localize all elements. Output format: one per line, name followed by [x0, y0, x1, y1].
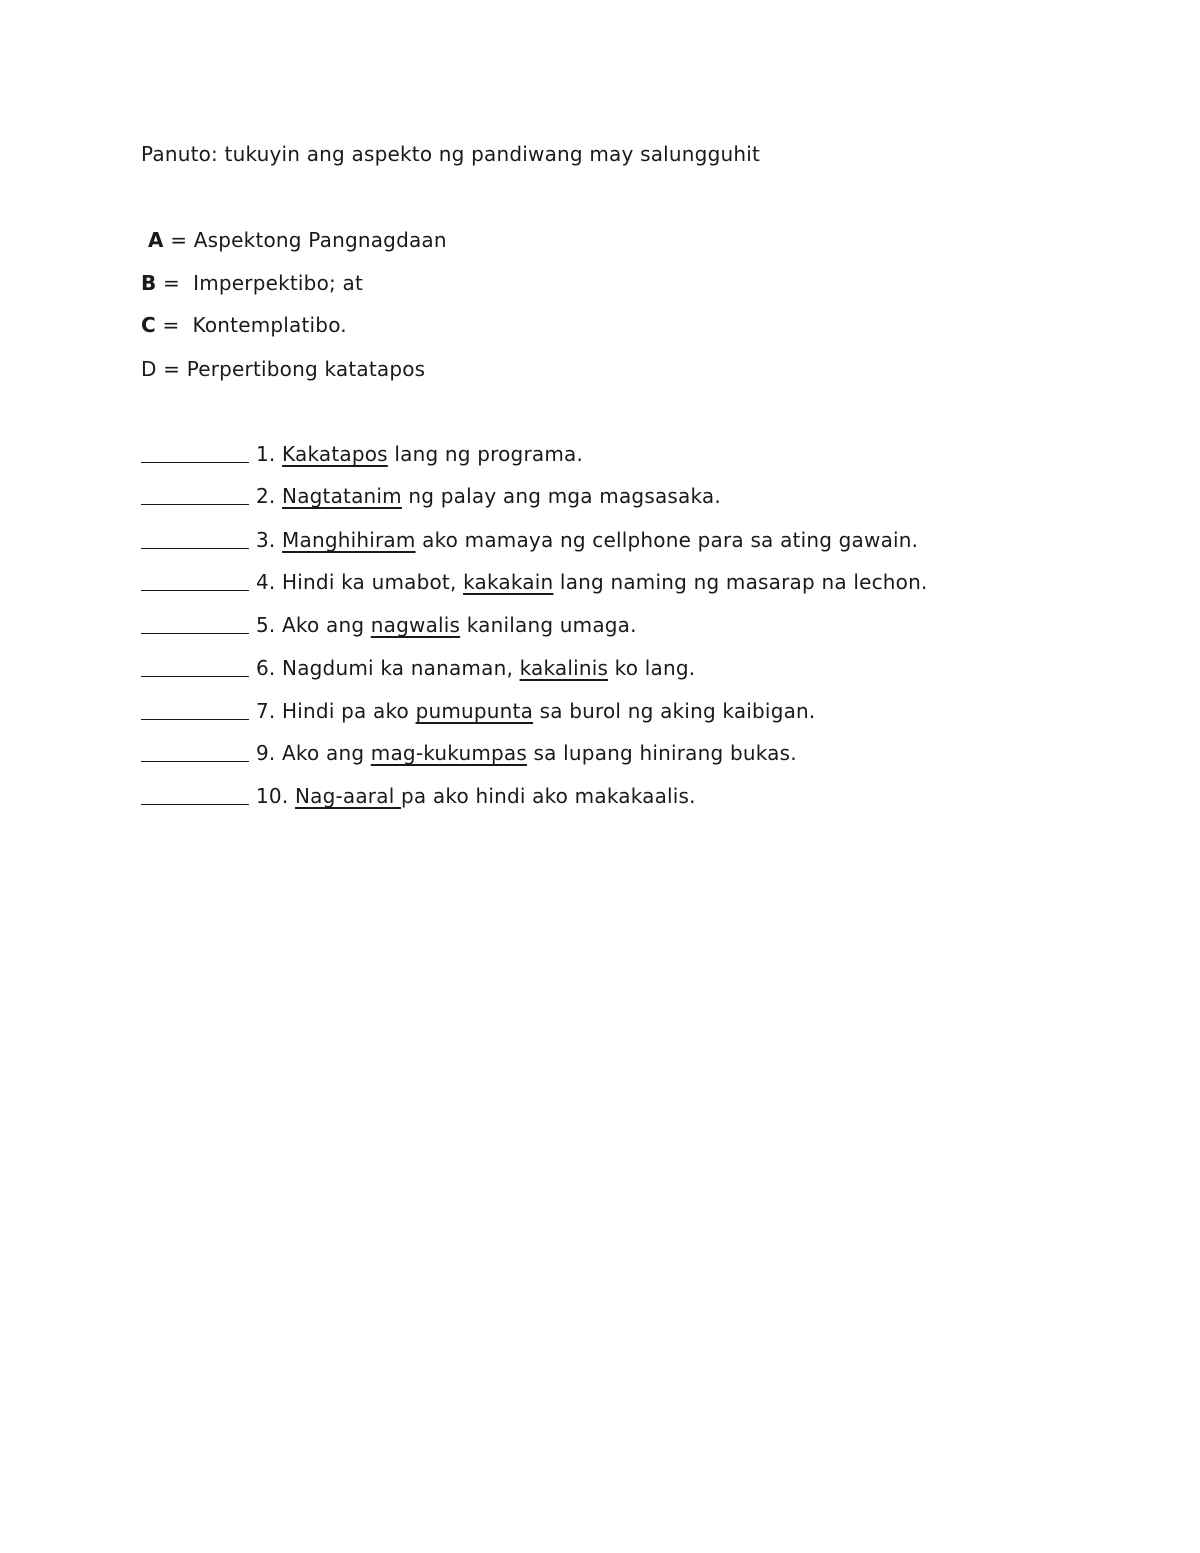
question-item-6 [141, 654, 695, 681]
answer-blank[interactable] [141, 528, 249, 549]
legend-text: Perpertibong katatapos [186, 357, 426, 381]
question-item-1 [141, 440, 583, 467]
legend-item-b [141, 270, 363, 296]
question-text-after: pa ako hindi ako makakaalis. [401, 784, 696, 808]
legend-key: B [141, 271, 157, 295]
underlined-verb: Kakatapos [282, 442, 388, 466]
answer-blank[interactable] [141, 784, 249, 805]
answer-blank[interactable] [141, 699, 249, 720]
instruction-text: Panuto: tukuyin ang aspekto ng pandiwang may salungguhit [141, 142, 761, 166]
question-text-before: Ako ang [282, 613, 371, 637]
legend-key: A [148, 228, 164, 252]
question-text-before: Ako ang [282, 741, 371, 765]
legend-key: C [141, 313, 156, 337]
underlined-verb: nagwalis [370, 613, 461, 637]
underlined-verb: kakakain [463, 570, 554, 594]
question-text-after: ko lang. [608, 656, 696, 680]
answer-blank[interactable] [141, 570, 249, 591]
question-text-after: lang naming ng masarap na lechon. [553, 570, 928, 594]
question-number: 10. [256, 784, 295, 808]
answer-blank[interactable] [141, 741, 249, 762]
question-number: 5. [256, 613, 283, 637]
question-item-7 [141, 697, 815, 724]
question-text-after: sa lupang hinirang bukas. [526, 741, 797, 765]
question-item-2 [141, 482, 721, 509]
legend-sep: = [156, 271, 194, 295]
question-number: 6. [256, 656, 283, 680]
question-number: 9. [256, 741, 283, 765]
question-text-before: Hindi ka umabot, [282, 570, 464, 594]
question-item-9 [141, 739, 797, 766]
question-item-4 [141, 568, 928, 595]
question-item-3 [141, 526, 918, 553]
legend-text: Aspektong Pangnagdaan [193, 228, 447, 252]
legend-item-d [141, 356, 425, 382]
question-item-10 [141, 782, 696, 809]
answer-blank[interactable] [141, 484, 249, 505]
underlined-verb: Nagtatanim [282, 484, 402, 508]
legend-item-c [141, 312, 347, 338]
question-number: 3. [256, 528, 283, 552]
underlined-verb: kakalinis [519, 656, 609, 680]
underlined-verb: Nag-aaral [294, 784, 402, 808]
question-text-after: ako mamaya ng cellphone para sa ating gawain. [415, 528, 919, 552]
underlined-verb: pumupunta [415, 699, 534, 723]
question-number: 2. [256, 484, 283, 508]
legend-sep: = [155, 313, 193, 337]
answer-blank[interactable] [141, 613, 249, 634]
answer-blank[interactable] [141, 656, 249, 677]
underlined-verb: Manghihiram [282, 528, 416, 552]
question-text-before: Nagdumi ka nanaman, [282, 656, 520, 680]
legend-sep: = [163, 228, 194, 252]
question-number: 1. [256, 442, 283, 466]
question-text-before: Hindi pa ako [282, 699, 416, 723]
question-number: 4. [256, 570, 283, 594]
question-text-after: lang ng programa. [387, 442, 584, 466]
question-text-after: ng palay ang mga magsasaka. [401, 484, 721, 508]
question-number: 7. [256, 699, 283, 723]
legend-key: D [141, 357, 157, 381]
question-text-after: kanilang umaga. [460, 613, 637, 637]
question-item-5 [141, 611, 637, 638]
question-text-after: sa burol ng aking kaibigan. [533, 699, 816, 723]
underlined-verb: mag-kukumpas [370, 741, 527, 765]
legend-sep: = [156, 357, 187, 381]
legend-item-a [148, 227, 447, 253]
legend-text: Imperpektibo; at [193, 271, 364, 295]
legend-text: Kontemplatibo. [192, 313, 347, 337]
answer-blank[interactable] [141, 442, 249, 463]
